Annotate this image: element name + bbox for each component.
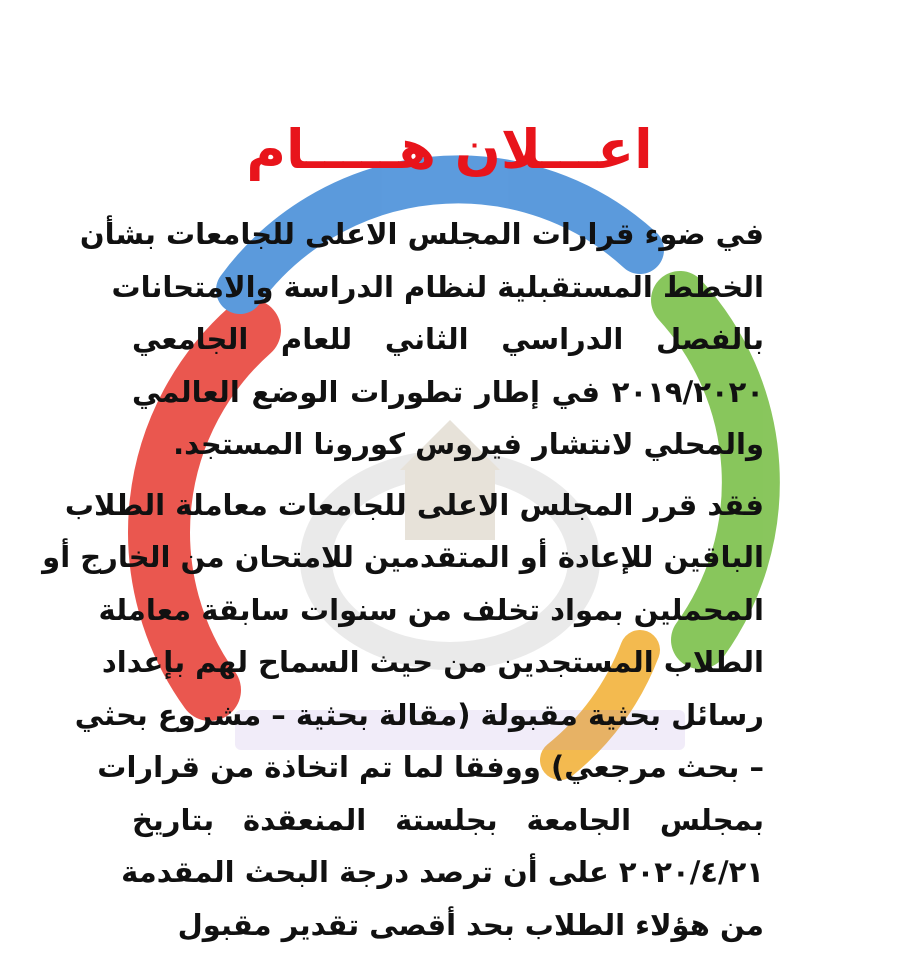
text-line: ٢٠٢٠/٤/٢١ على أن ترصد درجة البحث المقدمة <box>121 855 764 889</box>
text-line: الباقين للإعادة أو المتقدمين للامتحان من الخارج أو <box>42 540 764 574</box>
announcement-body <box>42 208 764 951</box>
text-line: – بحث مرجعي) ووفقا لما تم اتخاذة من قرارات <box>97 750 764 784</box>
text-line: فقد قرر المجلس الاعلى للجامعات معاملة الطلاب <box>64 487 764 522</box>
text-line: الطلاب المستجدين من حيث السماح لهم بإعداد <box>101 645 764 679</box>
text-line: المحملين بمواد تخلف من سنوات سابقة معاملة <box>98 592 764 627</box>
announcement-title: اعـــلان هـــــام <box>246 118 653 181</box>
text-line: رسائل بحثية مقبولة (مقالة بحثية – مشروع بحثي <box>74 697 764 732</box>
text-line: الخطط المستقبلية لنظام الدراسة والامتحانات <box>111 269 764 304</box>
text-line: ٢٠١٩/٢٠٢٠ في إطار تطورات الوضع العالمي <box>132 374 764 409</box>
paragraph-decision <box>42 479 764 952</box>
paragraph-context <box>79 208 764 471</box>
text-line: في ضوء قرارات المجلس الاعلى للجامعات بشأن <box>79 217 764 251</box>
text-line: من هؤلاء الطلاب بحد أقصى تقدير مقبول <box>177 907 764 942</box>
text-line: بالفصل الدراسي الثاني للعام الجامعي <box>132 322 764 356</box>
text-line: والمحلي لانتشار فيروس كورونا المستجد. <box>173 427 764 461</box>
text-line: بمجلس الجامعة بجلستة المنعقدة بتاريخ <box>132 802 764 837</box>
